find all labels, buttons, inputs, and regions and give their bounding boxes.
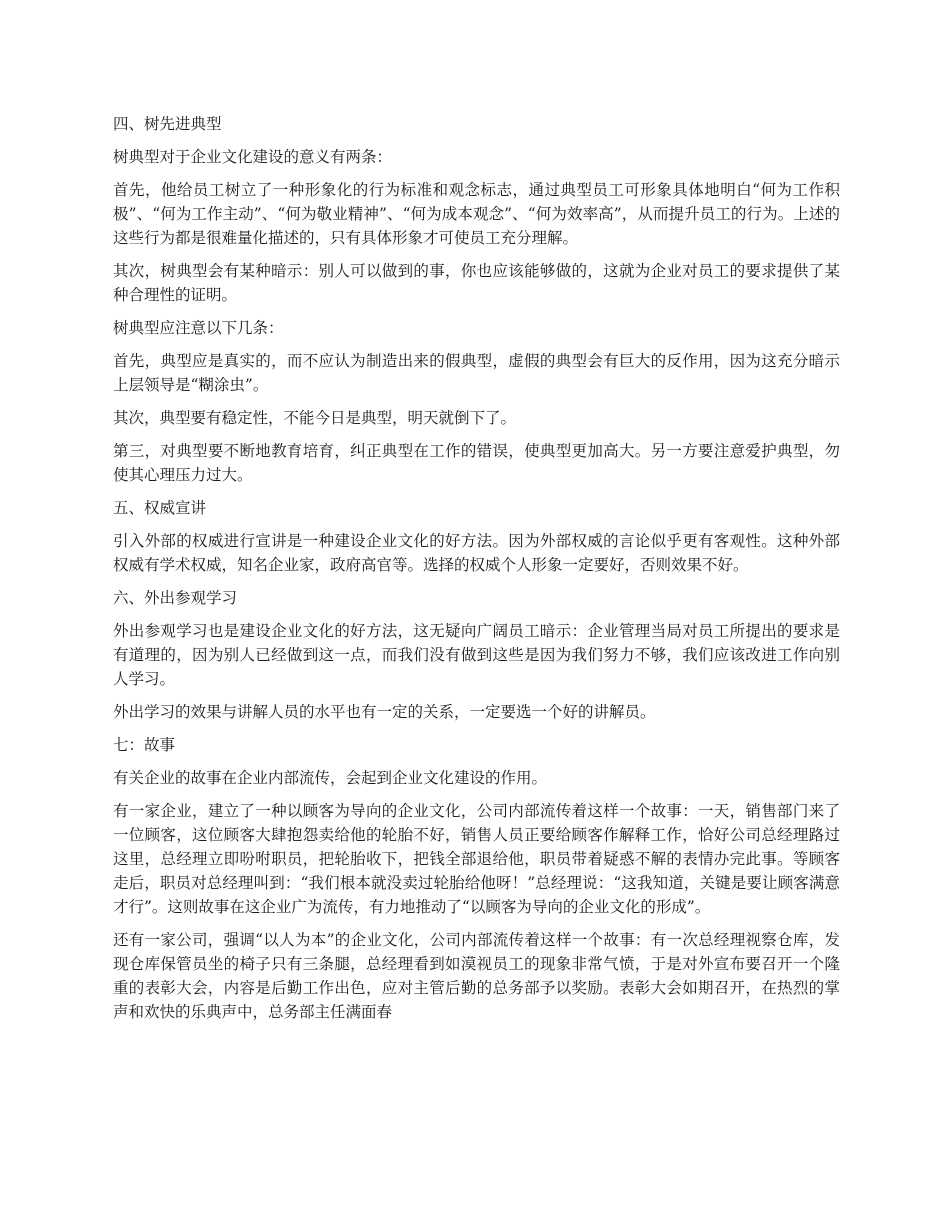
- paragraph: 引入外部的权威进行宣讲是一种建设企业文化的好方法。因为外部权威的言论似乎更有客观性。这种外部权威有学术权威，知名企业家，政府高官等。选择的权威个人形象一定要好，否则效果不好。: [113, 532, 840, 574]
- paragraph: 有一家企业，建立了一种以顾客为导向的企业文化，公司内部流传着这样一个故事：一天，销售部门来了一位顾客，这位顾客大肆抱怨卖给他的轮胎不好，销售人员正要给顾客作解释工作，恰好公司总经理路过这里，总经理立即吩咐职员，把轮胎收下，把钱全部退给他，职员带着疑惑不解的表情办完此事。等顾客走后，职员对总经理叫到：“我们根本就没卖过轮胎给他呀！”总经理说：“这我知道，关键是要让顾客满意才行”。这则故事在这企业广为流传，有力地推动了“以顾客为导向的企业文化的形成”。: [113, 802, 840, 916]
- section-heading-5: 五、权威宣讲: [113, 499, 207, 517]
- paragraph: 外出参观学习也是建设企业文化的好方法，这无疑向广阔员工暗示：企业管理当局对员工所提出的要求是有道理的，因为别人已经做到这一点，而我们没有做到这些是因为我们努力不够，我们应该改进工作向别人学习。: [113, 622, 840, 688]
- paragraph: 树典型对于企业文化建设的意义有两条：: [113, 148, 393, 166]
- paragraph: 其次，树典型会有某种暗示：别人可以做到的事，你也应该能够做的，这就为企业对员工的要求提供了某种合理性的证明。: [113, 262, 840, 304]
- section-heading-7: 七：故事: [113, 736, 176, 754]
- paragraph: 其次，典型要有稳定性，不能今日是典型，明天就倒下了。: [113, 409, 517, 427]
- document-page: [113, 112, 840, 1033]
- paragraph: 还有一家公司，强调“以人为本”的企业文化，公司内部流传着这样一个故事：有一次总经理视察仓库，发现仓库保管员坐的椅子只有三条腿，总经理看到如漠视员工的现象非常气愤，于是对外宣布要召开一个隆重的表彰大会，内容是后勤工作出色，应对主管后勤的总务部予以奖励。表彰大会如期召开，在热烈的掌声和欢快的乐典声中，总务部主任满面春: [113, 931, 840, 1021]
- paragraph: 外出学习的效果与讲解人员的水平也有一定的关系，一定要选一个好的讲解员。: [113, 703, 656, 721]
- paragraph: 第三，对典型要不断地教育培育，纠正典型在工作的错误，使典型更加高大。另一方要注意爱护典型，勿使其心理压力过大。: [113, 442, 840, 484]
- section-heading-4: 四、树先进典型: [113, 115, 222, 133]
- section-heading-6: 六、外出参观学习: [113, 589, 238, 607]
- paragraph: 首先，典型应是真实的，而不应认为制造出来的假典型，虚假的典型会有巨大的反作用，因为这充分暗示上层领导是“糊涂虫”。: [113, 352, 840, 394]
- paragraph: 首先，他给员工树立了一种形象化的行为标准和观念标志，通过典型员工可形象具体地明白“何为工作积极”、“何为工作主动”、“何为敬业精神”、“何为成本观念”、“何为效率高”，从而提升员工的行为。上述的这些行为都是很难量化描述的，只有具体形象才可使员工充分理解。: [113, 181, 840, 247]
- paragraph: 有关企业的故事在企业内部流传，会起到企业文化建设的作用。: [113, 769, 548, 787]
- paragraph: 树典型应注意以下几条：: [113, 319, 284, 337]
